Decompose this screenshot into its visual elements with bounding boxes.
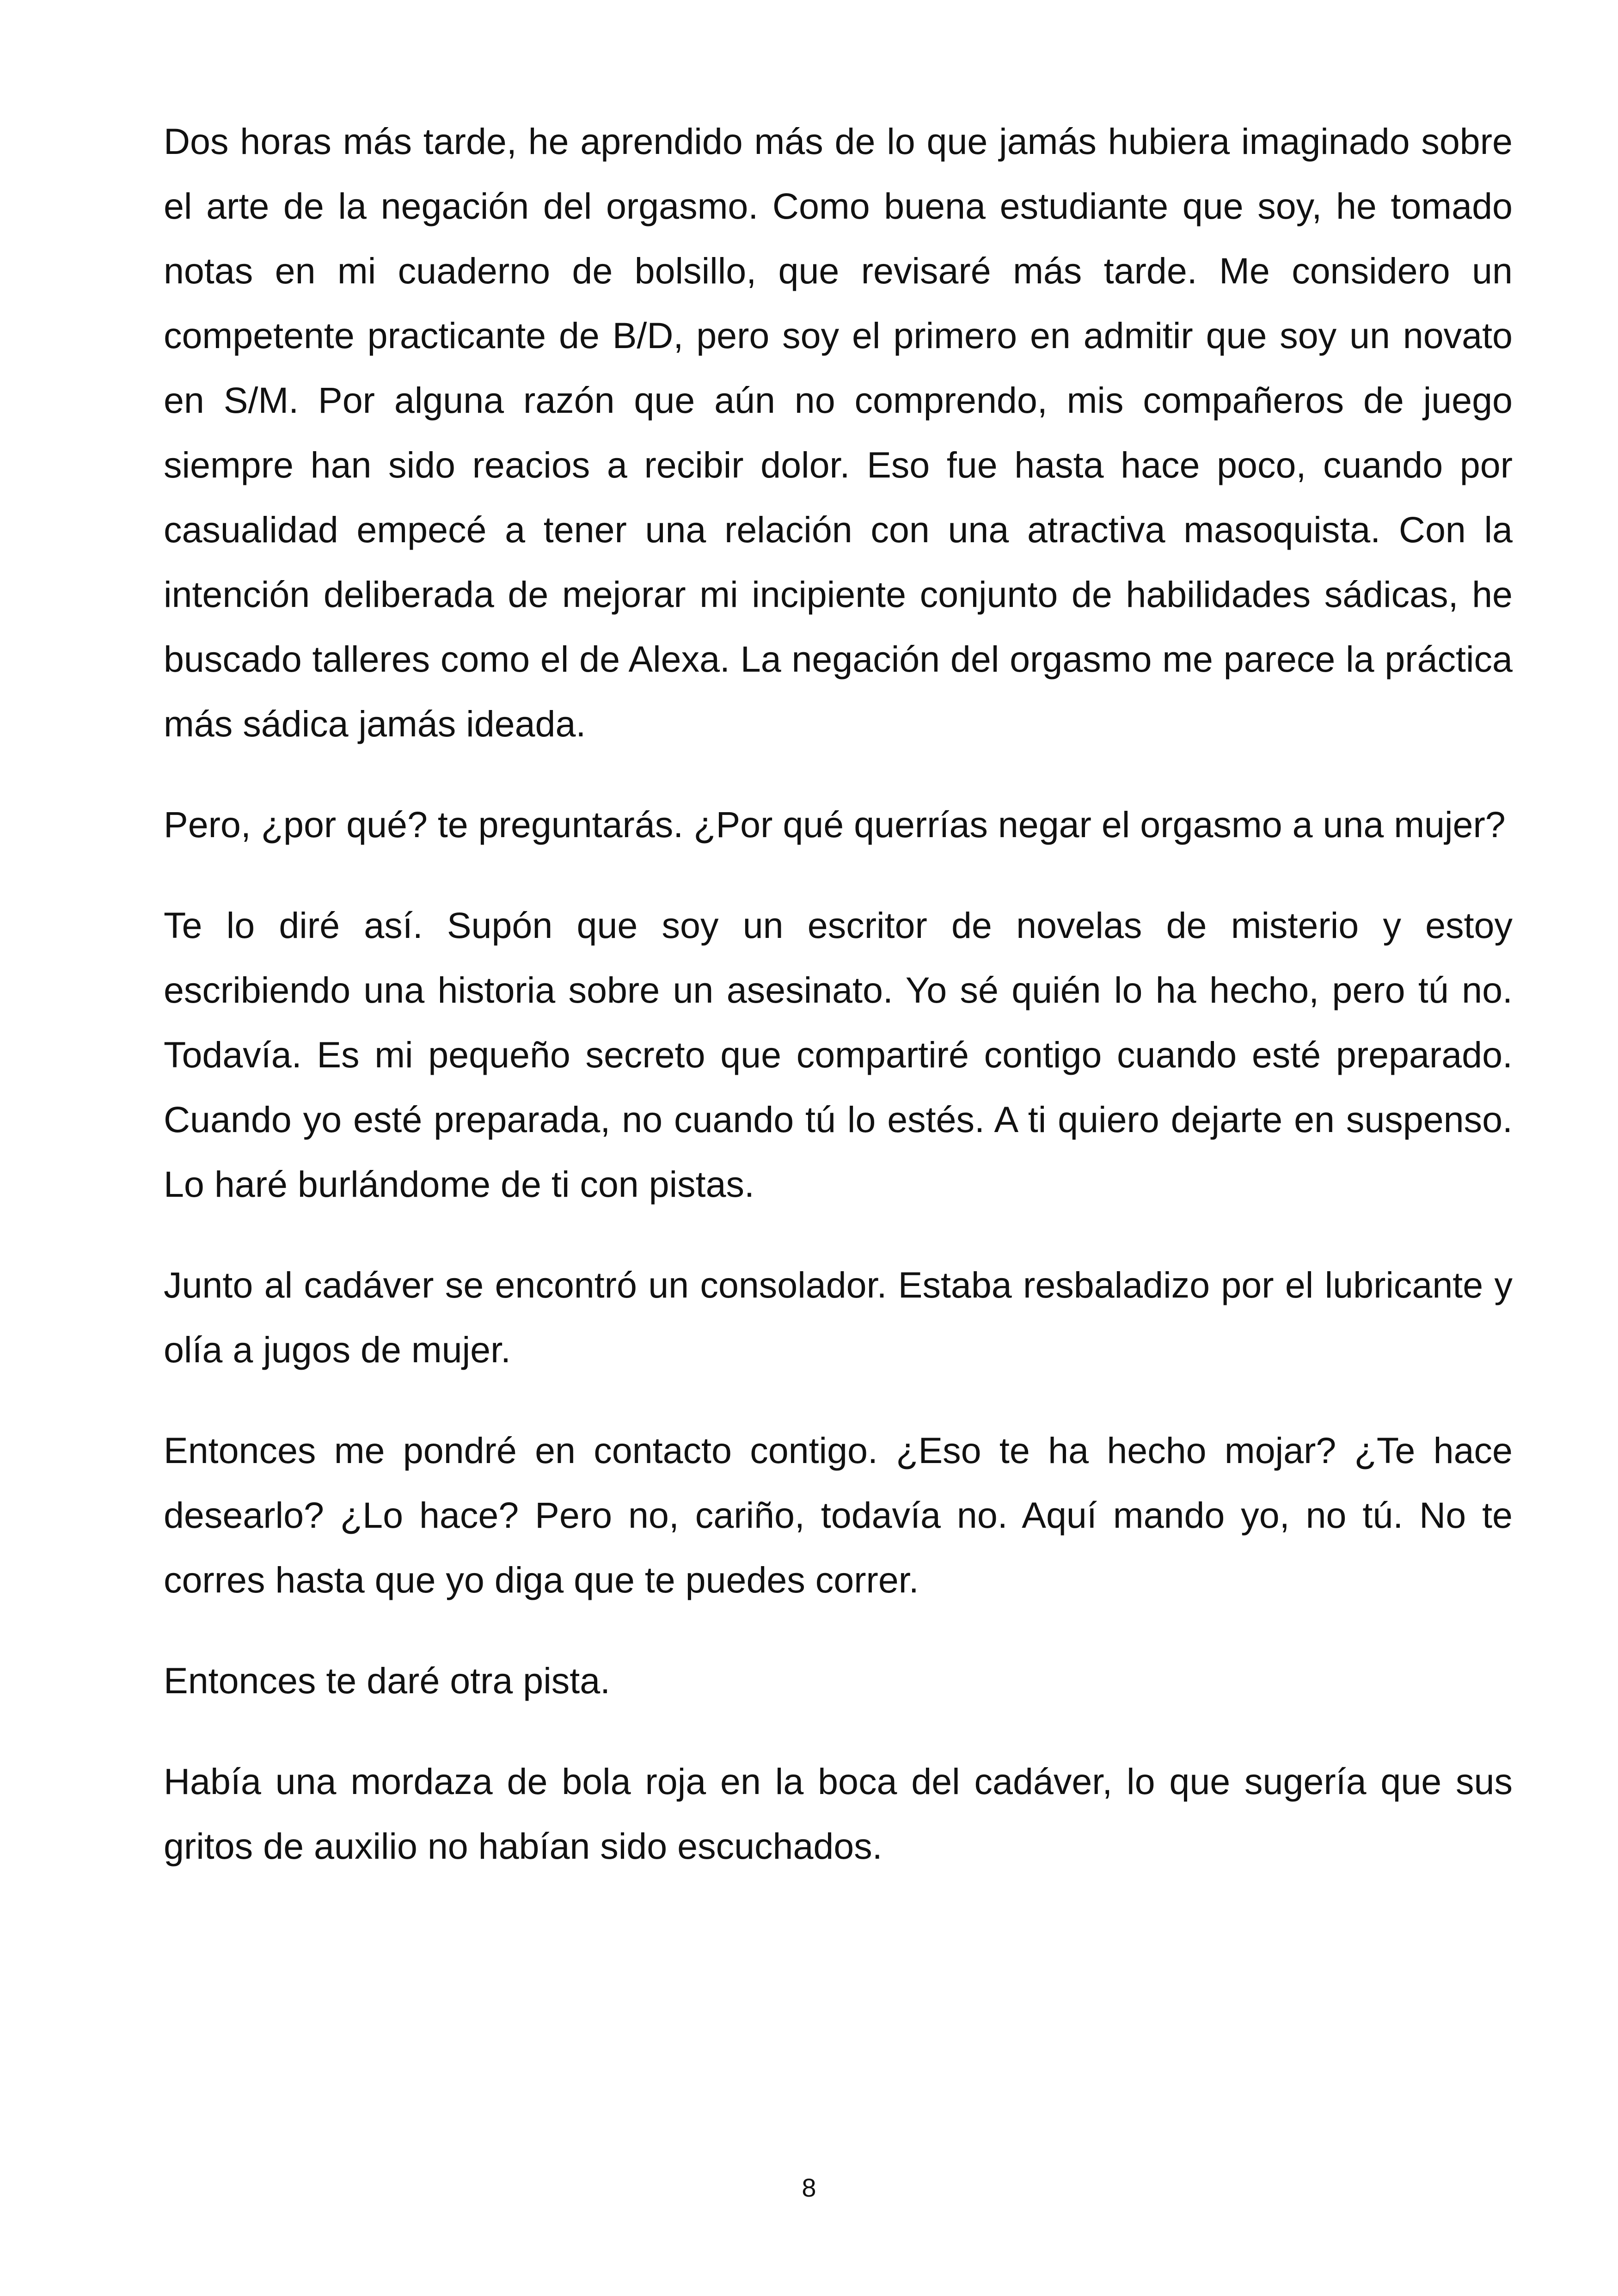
paragraph: Junto al cadáver se encontró un consolador. Estaba resbaladizo por el lubricante y olía a jugos de mujer.	[164, 1264, 1513, 1370]
paragraph: Dos horas más tarde, he aprendido más de lo que jamás hubiera imaginado sobre el arte de la negación del orgasmo. Como buena estudiante que soy, he tomado notas en mi cuaderno de bolsillo, que revisaré más tarde. Me considero un competente practicante de B/D, pero soy el primero en admitir que soy un novato en S/M. Por alguna razón que aún no comprendo, mis compañeros de juego siempre han sido reacios a recibir dolor. Eso fue hasta hace poco, cuando por casualidad empecé a tener una relación con una atractiva masoquista. Con la intención deliberada de mejorar mi incipiente conjunto de habilidades sádicas, he buscado talleres como el de Alexa. La negación del orgasmo me parece la práctica más sádica jamás ideada.	[164, 121, 1513, 744]
paragraph: Había una mordaza de bola roja en la boca del cadáver, lo que sugería que sus gritos de auxilio no habían sido escuchados.	[164, 1761, 1513, 1867]
page-number: 8	[802, 2173, 816, 2202]
page-body	[164, 109, 1513, 1915]
paragraph: Te lo diré así. Supón que soy un escritor de novelas de misterio y estoy escribiendo una historia sobre un asesinato. Yo sé quién lo ha hecho, pero tú no. Todavía. Es mi pequeño secreto que compartiré contigo cuando esté preparado. Cuando yo esté preparada, no cuando tú lo estés. A ti quiero dejarte en suspenso. Lo haré burlándome de ti con pistas.	[164, 905, 1513, 1205]
paragraph: Entonces me pondré en contacto contigo. ¿Eso te ha hecho mojar? ¿Te hace desearlo? ¿Lo hace? Pero no, cariño, todavía no. Aquí mando yo, no tú. No te corres hasta que yo diga que te puedes correr.	[164, 1430, 1513, 1600]
paragraph: Pero, ¿por qué? te preguntarás. ¿Por qué querrías negar el orgasmo a una mujer?	[164, 804, 1506, 845]
paragraph: Entonces te daré otra pista.	[164, 1660, 611, 1701]
